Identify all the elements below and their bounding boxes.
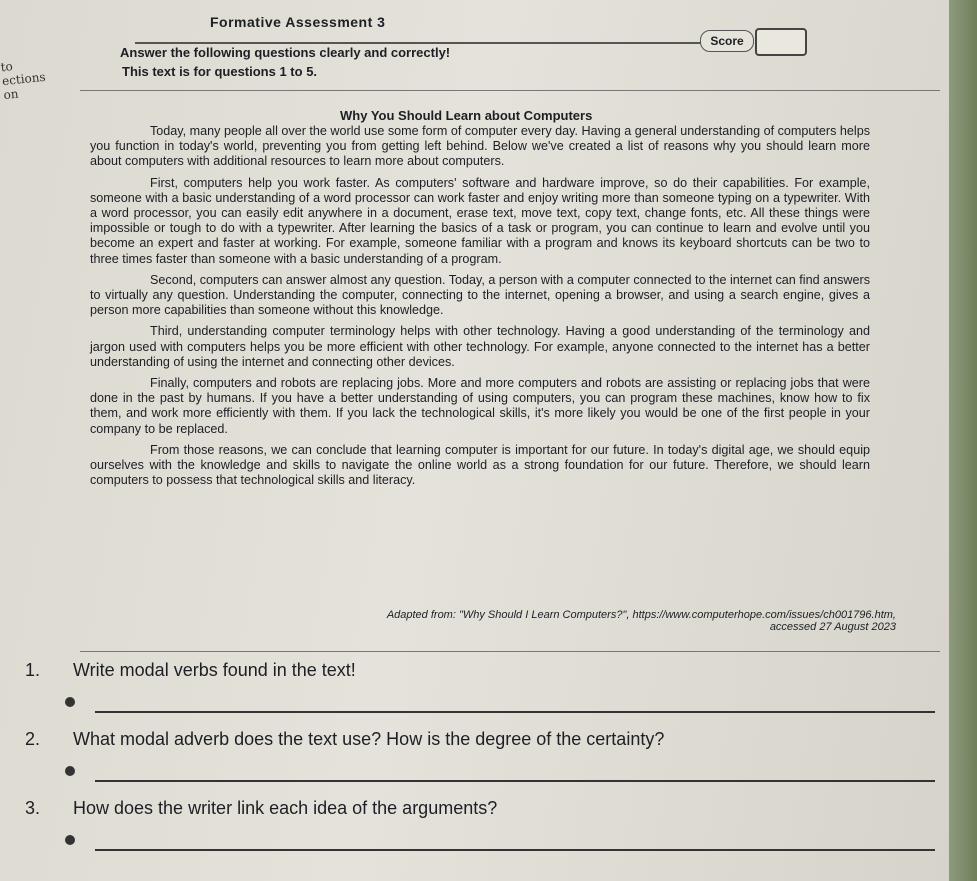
- answer-line-1[interactable]: [25, 689, 945, 723]
- paragraph-intro: Today, many people all over the world use some form of computer every day. Having a general understanding of computers helps you function in today's world, preventing you from getting left behind. Below we've created a list of reasons why you should learn more about computers with additional resources to learn more about computers.: [90, 124, 870, 169]
- answer-line-3[interactable]: [25, 827, 945, 861]
- paragraph-conclusion: From those reasons, we can conclude that learning computer is important for our future. In today's digital age, we should equip ourselves with the knowledge and skills to navigate the online world as a strong foundation for our future. Therefore, we should learn computers to possess that technological skills and literacy.: [90, 442, 870, 488]
- source-citation: Adapted from: "Why Should I Learn Computers?", https://www.computerhope.com/issues/ch001796.htm, accessed 27 August 2023: [386, 609, 896, 633]
- answer-line-2[interactable]: [25, 758, 945, 792]
- instruction-scope: This text is for questions 1 to 5.: [122, 64, 318, 79]
- assessment-title: Formative Assessment 3: [210, 14, 386, 30]
- instructions: [120, 45, 450, 83]
- background-edge: [949, 0, 977, 881]
- instruction-main: Answer the following questions clearly and correctly!: [120, 45, 451, 60]
- paragraph-finally: Finally, computers and robots are replacing jobs. More and more computers and robots are assisting or replacing jobs that were done in the past by humans. If you have a better understanding of using computers, you can program these machines, know how to fix them, and work more efficiently with them. If you lack the technological skills, it's more likely you would be one of the first people in your company to be replaced.: [90, 376, 870, 436]
- bullet-icon: [65, 835, 75, 845]
- passage-title: Why You Should Learn about Computers: [340, 108, 593, 123]
- paragraph-second: Second, computers can answer almost any question. Today, a person with a computer connected to the internet can find answers to virtually any question. Understanding the computer, connecting to the internet, opening a browser, and using a search engine, gives a person more capabilities than someone without this knowledge.: [90, 272, 870, 318]
- question-3: 3. How does the writer link each idea of the arguments?: [25, 798, 498, 818]
- margin-handwriting: to ections on: [0, 59, 47, 103]
- question-1: 1. Write modal verbs found in the text!: [25, 660, 356, 680]
- paragraph-first: First, computers help you work faster. As computers' software and hardware improve, so do their capabilities. For example, someone with a basic understanding of a word processor can work faster and enjoy writing more than someone typing on a typewriter. With a word processor, you can easily edit anywhere in a document, erase text, move text, copy text, change fonts, etc. All these things were impossible or tough to do with a typewriter. After learning the basics of a task or program, you can continue to learn and evolve until you become an expert and faster at working. For example, someone familiar with a program and knows its keyboard shortcuts can be two to three times faster than someone with a basic understanding of a program.: [90, 175, 870, 266]
- score-box: [755, 28, 807, 56]
- bullet-icon: [65, 766, 75, 776]
- questions-section: [25, 660, 945, 867]
- score-label: Score: [700, 30, 754, 52]
- question-2: 2. What modal adverb does the text use? How is the degree of the certainty?: [25, 729, 665, 749]
- reading-passage: [90, 124, 870, 494]
- paragraph-third: Third, understanding computer terminology helps with other technology. Having a good understanding of the terminology and jargon used with computers helps you be more efficient with other technology. For example, anyone connected to the internet has a better understanding of using the internet and connecting other devices.: [90, 324, 870, 369]
- bullet-icon: [65, 697, 75, 707]
